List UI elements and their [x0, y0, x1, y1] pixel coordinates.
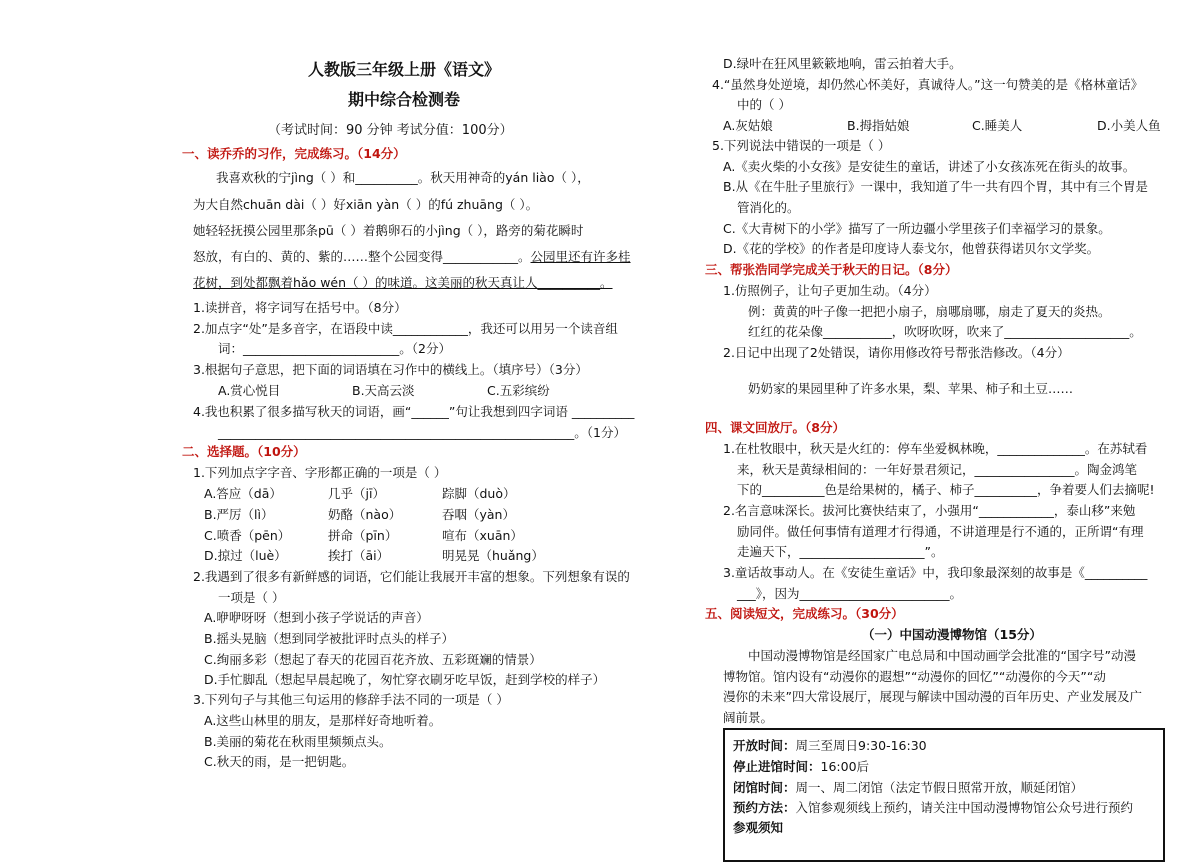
option: 几乎（jī） [328, 486, 385, 501]
question-text: 词：_________________________。（2分） [218, 341, 451, 356]
option: B.天高云淡 [352, 383, 415, 398]
underlined-sentence: 公园里还有许多桂 [530, 249, 631, 264]
question-text: 一项是（ ） [218, 590, 285, 605]
info-value: 周一、周二闭馆（法定节假日照常开放，顺延闭馆） [795, 780, 1084, 795]
question-text: 中的（ ） [737, 97, 791, 112]
question-text: _________________________________________________________。（1分） [218, 425, 626, 440]
option: 踪脚（duò） [442, 486, 516, 501]
option: B.拇指姑娘 [847, 118, 910, 133]
option: 挨打（āi） [328, 548, 390, 563]
question-text: 3.童话故事动人。在《安徒生童话》中，我印象最深刻的故事是《__________ [723, 565, 1148, 580]
info-key: 参观须知 [733, 820, 784, 835]
question-text: 1.仿照例子，让句子更加生动。（4分） [723, 283, 937, 298]
question-text: 2.我遇到了很多有新鲜感的词语，它们能让我展开丰富的想象。下列想象有误的 [193, 569, 630, 584]
info-row [733, 780, 1083, 796]
essay-line: 为大自然chuān dài（ ）好xiān yàn（ ）的fú zhuāng（ ）。 [193, 197, 539, 212]
option: C.五彩缤纷 [487, 383, 550, 398]
option: A.这些山林里的朋友，是那样好奇地听着。 [204, 713, 442, 728]
passage-line: 漫你的未来”四大常设展厅，展现与解读中国动漫的百年历史、产业发展及广 [723, 689, 1142, 704]
essay-line: 花树，到处都飘着hǎo wén（ ）的味道。这美丽的秋天真让人__________。 [193, 275, 613, 290]
option: A.咿咿呀呀（想到小孩子学说话的声音） [204, 610, 429, 625]
question-text: 1.读拼音，将字词写在括号中。（8分） [193, 300, 407, 315]
option: 管消化的。 [737, 200, 800, 215]
section-4-heading: 四、课文回放厅。（8分） [705, 420, 845, 435]
fill-blank: 红红的花朵像___________，吹呀吹呀，吹来了____________________。 [748, 324, 1142, 339]
section-1-heading: 一、读乔乔的习作，完成练习。（14分） [182, 146, 406, 161]
option: A.赏心悦目 [218, 383, 281, 398]
essay-line: 她轻轻抚摸公园里那条pū（ ）着鹅卵石的小jìng（ ），路旁的菊花瞬时 [193, 223, 584, 238]
passage-line: 博物馆。馆内设有“动漫你的遐想”“动漫你的回忆”“动漫你的今天”“动 [723, 669, 1106, 684]
question-text: 下的__________色是给果树的，橘子、柿子__________，争着要人们去摘呢! [737, 482, 1155, 497]
info-key: 闭馆时间： [733, 780, 796, 795]
option: 奶酪（nào） [328, 507, 402, 522]
essay-text: 怒放，有白的、黄的、紫的……整个公园变得____________。 [193, 249, 531, 264]
passage-title: （一）中国动漫博物馆（15分） [862, 627, 1042, 642]
question-text: 2.名言意味深长。拔河比赛快结束了，小强用“____________，泰山移”来勉 [723, 503, 1136, 518]
option: A.答应（dā） [204, 486, 282, 501]
question-text: 2.加点字“处”是多音字，在语段中读____________，我还可以用另一个读音组 [193, 321, 618, 336]
info-key: 开放时间： [733, 738, 796, 753]
option: C.《大青树下的小学》描写了一所边疆小学里孩子们幸福学习的景象。 [723, 221, 1111, 236]
info-row [733, 820, 783, 836]
info-value: 周三至周日9:30-16:30 [795, 738, 927, 753]
essay-line: 我喜欢秋的宁jìng（ ）和__________。秋天用神奇的yán liào（ ）， [216, 170, 590, 185]
option: A.灰姑娘 [723, 118, 773, 133]
question-text: 1.在杜牧眼中，秋天是火红的：停车坐爱枫林晚，______________。在苏轼看 [723, 441, 1148, 456]
essay-line [193, 249, 631, 265]
question-text: 4.“虽然身处逆境，却仍然心怀美好，真诚待人。”这一句赞美的是《格林童话》 [712, 77, 1144, 92]
question-text: 走遍天下，____________________”。 [737, 544, 944, 559]
info-row [733, 800, 1133, 816]
option: B.摇头晃脑（想到同学被批评时点头的样子） [204, 631, 455, 646]
question-text: 来，秋天是黄绿相间的：一年好景君须记，________________。陶金鸿笔 [737, 462, 1138, 477]
option: 喧布（xuān） [442, 528, 523, 543]
info-row [733, 738, 927, 754]
question-text: 1.下列加点字字音、字形都正确的一项是（ ） [193, 465, 447, 480]
option: D.绿叶在狂风里簌簌地响，雷云拍着大手。 [723, 56, 962, 71]
option: C.睡美人 [972, 118, 1023, 133]
passage-line: 中国动漫博物馆是经国家广电总局和中国动画学会批准的“国字号”动漫 [748, 648, 1136, 663]
option: D.小美人鱼 [1097, 118, 1161, 133]
example-text: 例：黄黄的叶子像一把把小扇子，扇哪扇哪，扇走了夏天的炎热。 [748, 304, 1111, 319]
option: B.从《在牛肚子里旅行》一课中，我知道了牛一共有四个胃，其中有三个胃是 [723, 179, 1149, 194]
passage-line: 阔前景。 [723, 710, 774, 725]
option: C.绚丽多彩（想起了春天的花园百花齐放、五彩斑斓的情景） [204, 652, 542, 667]
question-text: 励同伴。做任何事情有道理才行得通，不讲道理是行不通的，正所谓“有理 [737, 524, 1144, 539]
question-text: 2.日记中出现了2处错误，请你用修改符号帮张浩修改。（4分） [723, 345, 1070, 360]
exam-info: （考试时间：90 分钟 考试分值：100分） [268, 123, 513, 138]
option: D.掠过（luè） [204, 548, 287, 563]
info-value: 16:00后 [820, 759, 870, 774]
question-text: 4.我也积累了很多描写秋天的词语，画“______”句让我想到四字词语 __________ [193, 404, 635, 419]
option: 明晃晃（huǎng） [442, 548, 544, 563]
option: C.秋天的雨，是一把钥匙。 [204, 754, 355, 769]
option: D.手忙脚乱（想起早晨起晚了，匆忙穿衣刷牙吃早饭，赶到学校的样子） [204, 672, 606, 687]
page-subtitle: 期中综合检测卷 [348, 90, 461, 109]
info-key: 停止进馆时间： [733, 759, 821, 774]
option: 吞咽（yàn） [442, 507, 515, 522]
question-text: 3.下列句子与其他三句运用的修辞手法不同的一项是（ ） [193, 692, 509, 707]
section-5-heading: 五、阅读短文，完成练习。（30分） [705, 606, 904, 621]
option: A.《卖火柴的小女孩》是安徒生的童话，讲述了小女孩冻死在街头的故事。 [723, 159, 1136, 174]
question-text: 5.下列说法中错误的一项是（ ） [712, 138, 891, 153]
question-text: ___》，因为________________________。 [737, 586, 963, 601]
question-text: 3.根据句子意思，把下面的词语填在习作中的横线上。（填序号）（3分） [193, 362, 588, 377]
info-key: 预约方法： [733, 800, 796, 815]
diary-text: 奶奶家的果园里种了许多水果，梨、苹果、柿子和土豆…… [748, 381, 1074, 396]
option: B.美丽的菊花在秋雨里频频点头。 [204, 734, 392, 749]
option: D.《花的学校》的作者是印度诗人泰戈尔，他曾获得诺贝尔文学奖。 [723, 241, 1100, 256]
info-value: 入馆参观须线上预约，请关注中国动漫博物馆公众号进行预约 [795, 800, 1134, 815]
section-3-heading: 三、帮张浩同学完成关于秋天的日记。（8分） [705, 262, 958, 277]
option: 拼命（pīn） [328, 528, 398, 543]
option: B.严厉（lì） [204, 507, 274, 522]
page-title: 人教版三年级上册《语文》 [308, 60, 501, 79]
info-row [733, 759, 869, 775]
section-2-heading: 二、选择题。（10分） [182, 444, 306, 459]
option: C.喷香（pēn） [204, 528, 291, 543]
